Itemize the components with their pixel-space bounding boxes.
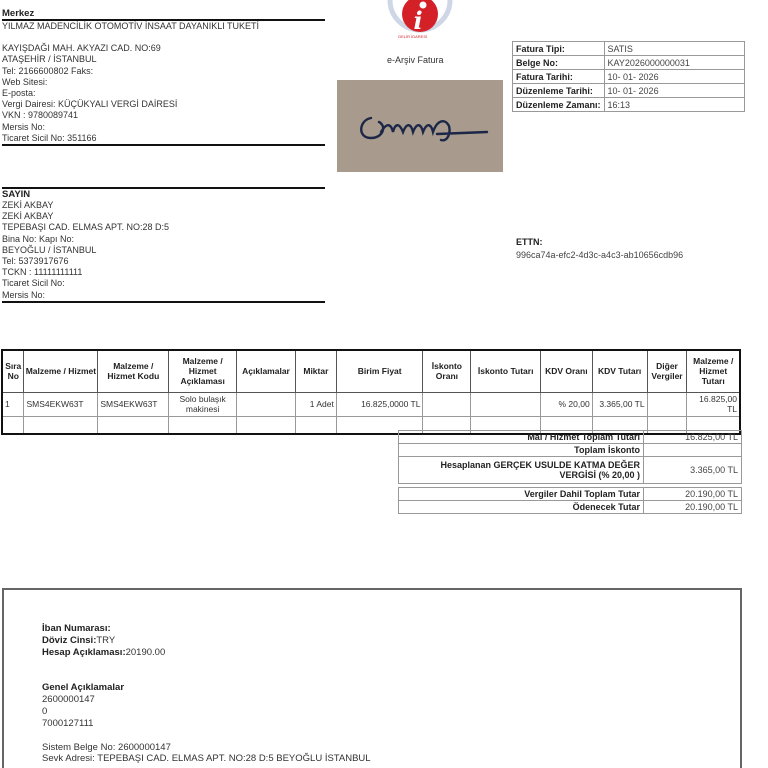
seller-bottom-rule bbox=[2, 144, 325, 146]
invoice-meta-table bbox=[512, 41, 745, 112]
general-heading: Genel Açıklamalar bbox=[42, 682, 125, 694]
account-row bbox=[42, 647, 371, 659]
col-aciklamalar: Açıklamalar bbox=[237, 350, 296, 392]
cell-aciklamalar bbox=[237, 392, 296, 416]
cell-kdv-tutari: 3.365,00 TL bbox=[592, 392, 647, 416]
ettn-label: ETTN: bbox=[516, 237, 543, 247]
meta-value: SATIS bbox=[604, 42, 744, 56]
meta-label: Fatura Tarihi: bbox=[513, 70, 605, 84]
buyer-line: Mersis No: bbox=[2, 289, 46, 300]
total-value: 16.825,00 TL bbox=[644, 431, 742, 444]
col-birim-fiyat: Birim Fiyat bbox=[336, 350, 423, 392]
meta-row bbox=[513, 42, 745, 56]
meta-row bbox=[513, 98, 745, 112]
buyer-line: TEPEBAŞI CAD. ELMAS APT. NO:28 D:5 bbox=[2, 222, 170, 233]
seller-line: Ticaret Sicil No: 351166 bbox=[2, 132, 97, 143]
meta-label: Belge No: bbox=[513, 56, 605, 70]
meta-label: Fatura Tipi: bbox=[513, 42, 605, 56]
meta-value: 10- 01- 2026 bbox=[604, 84, 744, 98]
account-value: 20190.00 bbox=[125, 646, 166, 658]
seller-line: Mersis No: bbox=[2, 121, 46, 132]
buyer-line: ZEKİ AKBAY bbox=[2, 200, 54, 210]
total-value: 20.190,00 TL bbox=[644, 488, 742, 501]
totals-table bbox=[398, 430, 742, 514]
seller-block bbox=[2, 8, 326, 146]
total-row bbox=[399, 431, 742, 444]
cell-kod: SMS4EKW63T bbox=[98, 392, 169, 416]
total-label: Hesaplanan GERÇEK USULDE KATMA DEĞER VERGİSİ (% 20,00 ) bbox=[399, 457, 644, 484]
buyer-line: BEYOĞLU / İSTANBUL bbox=[2, 244, 97, 255]
meta-value: KAY2026000000031 bbox=[604, 56, 744, 70]
seller-name: YILMAZ MADENCİLİK OTOMOTİV İNSAAT DAYANIKLI TUKETİ bbox=[2, 21, 260, 31]
total-row bbox=[399, 457, 742, 484]
seller-line: Tel: 2166600802 Faks: bbox=[2, 65, 94, 76]
total-label: Vergiler Dahil Toplam Tutar bbox=[399, 488, 644, 501]
seller-line: Vergi Dairesi: KÜÇÜKYALI VERGİ DAİRESİ bbox=[2, 99, 178, 110]
svg-text:GELİR İDARESİ: GELİR İDARESİ bbox=[398, 34, 428, 39]
cell-kdv-orani: % 20,00 bbox=[540, 392, 592, 416]
col-aciklama: Malzeme / Hizmet Açıklaması bbox=[169, 350, 237, 392]
buyer-line: Tel: 5373917676 bbox=[2, 256, 69, 267]
account-label: Hesap Açıklaması: bbox=[42, 646, 126, 658]
col-miktar: Miktar bbox=[295, 350, 336, 392]
col-diger-vergiler: Diğer Vergiler bbox=[647, 350, 687, 392]
meta-label: Düzenleme Tarihi: bbox=[513, 84, 605, 98]
line-items-table bbox=[1, 349, 741, 435]
meta-value: 16:13 bbox=[604, 98, 744, 112]
general-line: 0 bbox=[42, 705, 48, 717]
logo-letter: i bbox=[413, 6, 423, 35]
total-row bbox=[399, 488, 742, 501]
col-iskonto-orani: İskonto Oranı bbox=[423, 350, 471, 392]
buyer-line: ZEKİ AKBAY bbox=[2, 211, 54, 222]
cell-diger-vergiler bbox=[647, 392, 687, 416]
meta-value: 10- 01- 2026 bbox=[604, 70, 744, 84]
seller-branch: Merkez bbox=[2, 8, 35, 19]
currency-value: TRY bbox=[96, 634, 116, 646]
iban-label: İban Numarası: bbox=[42, 623, 111, 634]
currency-label: Döviz Cinsi: bbox=[42, 634, 97, 646]
general-line: 7000127111 bbox=[42, 717, 94, 729]
cell-iskonto-tutari bbox=[471, 392, 541, 416]
meta-row bbox=[513, 84, 745, 98]
total-row bbox=[399, 444, 742, 457]
total-value: 3.365,00 TL bbox=[644, 457, 742, 484]
total-label: Mal / Hizmet Toplam Tutarı bbox=[399, 431, 644, 444]
notes-box bbox=[2, 588, 742, 768]
iban-row bbox=[42, 623, 371, 635]
seller-line: ATAŞEHİR / İSTANBUL bbox=[2, 54, 97, 65]
buyer-line: Ticaret Sicil No: bbox=[2, 278, 65, 289]
total-label: Toplam İskonto bbox=[399, 444, 644, 457]
cell-sira: 1 bbox=[2, 392, 24, 416]
col-malzeme: Malzeme / Hizmet bbox=[24, 350, 98, 392]
cell-malzeme: SMS4EKW63T bbox=[24, 392, 98, 416]
col-tutar: Malzeme / Hizmet Tutarı bbox=[687, 350, 740, 392]
col-kod: Malzeme / Hizmet Kodu bbox=[98, 350, 169, 392]
system-doc-no: Sistem Belge No: 2600000147 bbox=[42, 741, 171, 753]
buyer-block bbox=[2, 187, 326, 303]
total-label: Ödenecek Tutar bbox=[399, 501, 644, 514]
general-line: 2600000147 bbox=[42, 694, 95, 706]
meta-label: Düzenleme Zamanı: bbox=[513, 98, 605, 112]
cell-birim-fiyat: 16.825,0000 TL bbox=[336, 392, 423, 416]
seller-line: Web Sitesi: bbox=[2, 76, 48, 87]
table-row bbox=[2, 392, 740, 416]
meta-row bbox=[513, 70, 745, 84]
total-value: 20.190,00 TL bbox=[644, 501, 742, 514]
signature-image bbox=[337, 80, 503, 172]
cell-tutar: 16.825,00 TL bbox=[687, 392, 740, 416]
buyer-bottom-rule bbox=[2, 301, 325, 303]
cell-aciklama: Solo bulaşık makinesi bbox=[169, 392, 237, 416]
seller-line: E-posta: bbox=[2, 88, 36, 99]
seller-line: VKN : 9780089741 bbox=[2, 110, 79, 121]
col-sira: Sıra No bbox=[2, 350, 24, 392]
currency-row bbox=[42, 635, 371, 647]
ettn-value: 996ca74a-efc2-4d3c-a4c3-ab10656cdb96 bbox=[516, 250, 684, 260]
gib-logo bbox=[386, 0, 454, 46]
ettn-block bbox=[516, 237, 683, 260]
cell-iskonto-orani bbox=[423, 392, 471, 416]
total-value bbox=[644, 444, 742, 457]
total-row bbox=[399, 501, 742, 514]
buyer-heading: SAYIN bbox=[2, 189, 31, 200]
meta-row bbox=[513, 56, 745, 70]
col-kdv-orani: KDV Oranı bbox=[540, 350, 592, 392]
document-type: e-Arşiv Fatura bbox=[387, 55, 444, 65]
col-kdv-tutari: KDV Tutarı bbox=[592, 350, 647, 392]
shipping-address: Sevk Adresi: TEPEBAŞI CAD. ELMAS APT. NO:28 D:5 BEYOĞLU İSTANBUL bbox=[42, 753, 371, 765]
buyer-line: Bina No: Kapı No: bbox=[2, 233, 75, 244]
col-iskonto-tutari: İskonto Tutarı bbox=[471, 350, 541, 392]
line-items-header bbox=[2, 350, 740, 392]
seller-line: KAYIŞDAĞI MAH. AKYAZI CAD. NO:69 bbox=[2, 43, 161, 54]
buyer-line: TCKN : 11111111111 bbox=[2, 267, 83, 278]
cell-miktar: 1 Adet bbox=[295, 392, 336, 416]
